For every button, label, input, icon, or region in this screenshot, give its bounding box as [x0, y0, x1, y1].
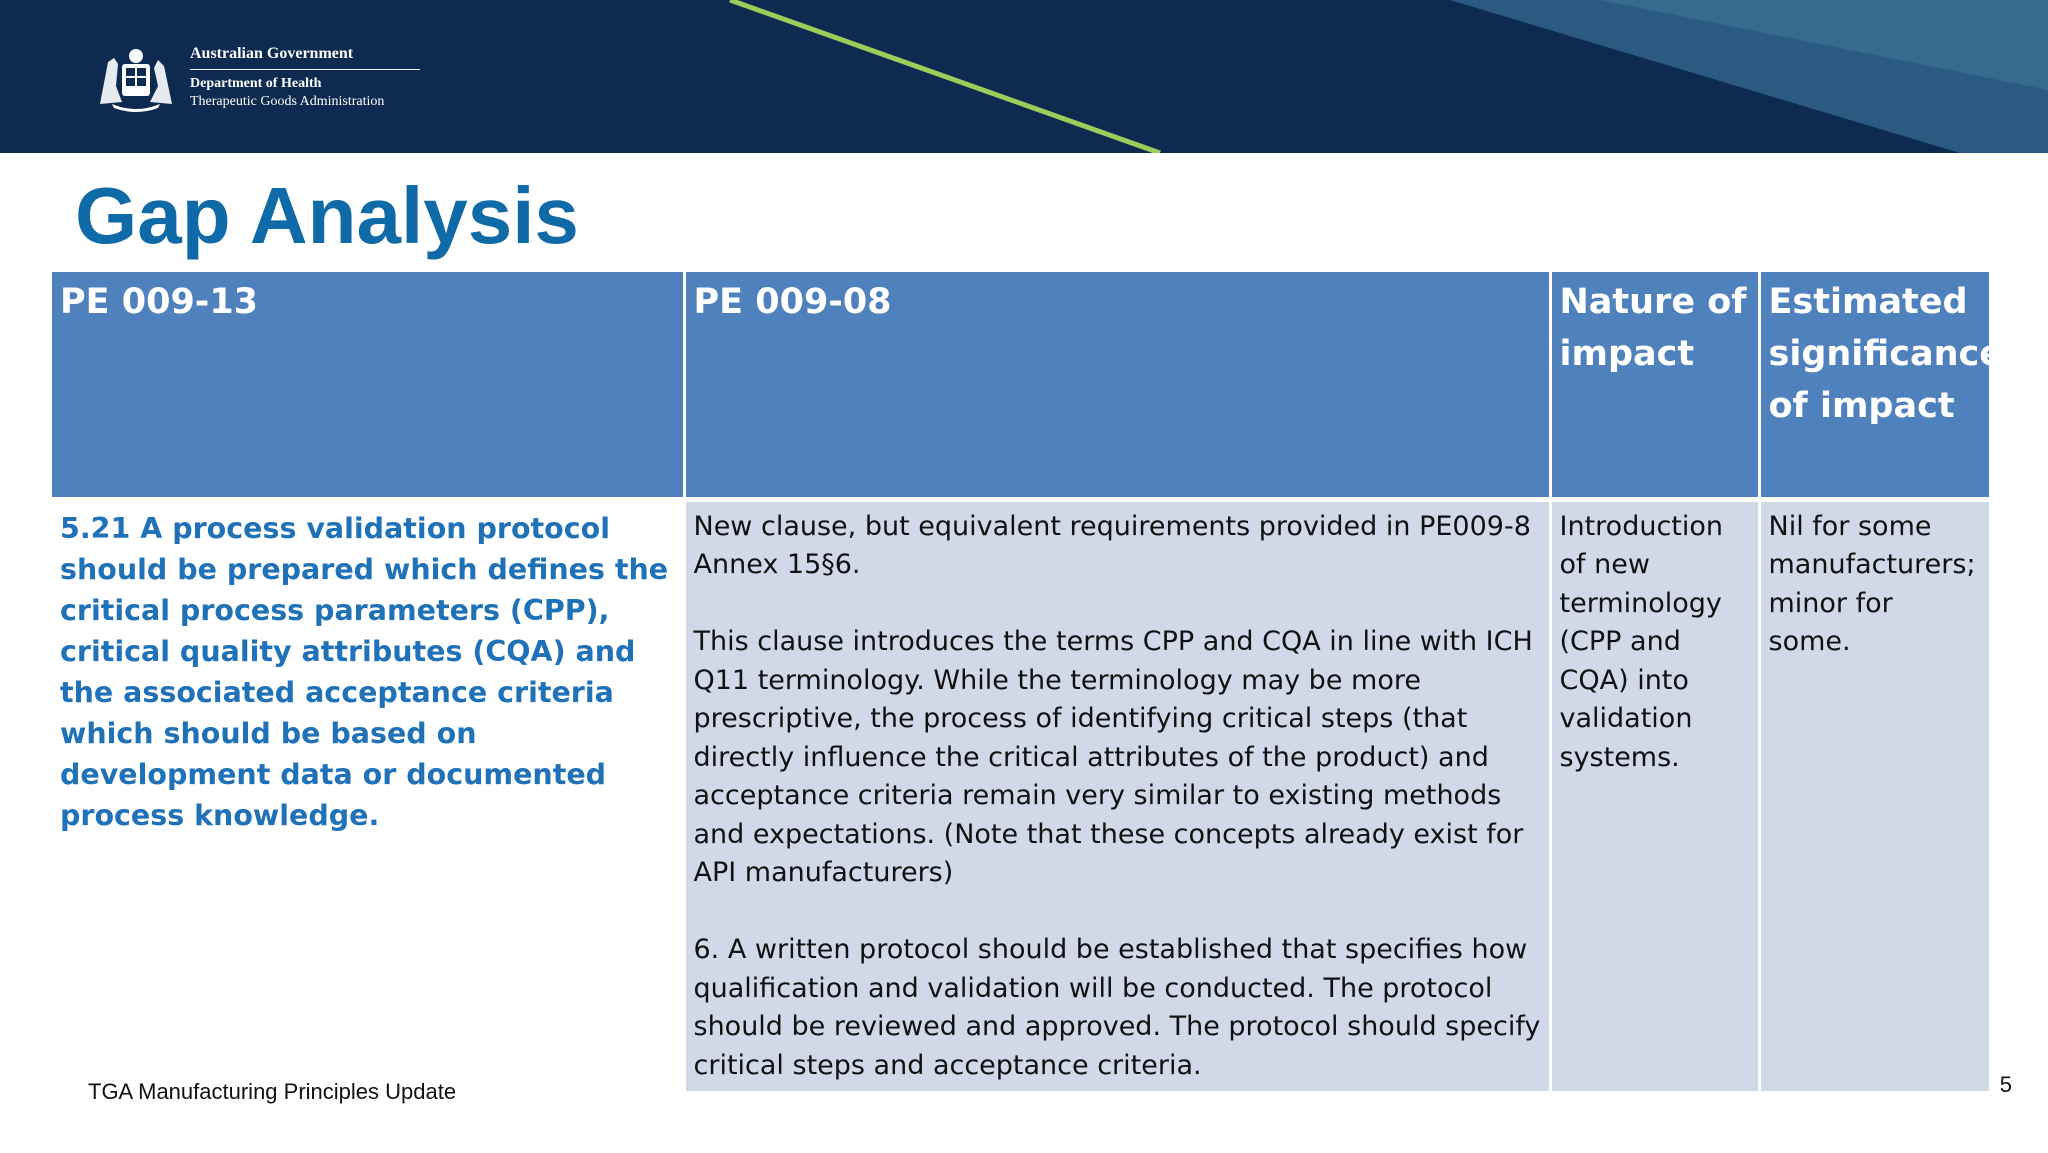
footer-text: TGA Manufacturing Principles Update — [88, 1079, 457, 1104]
header-significance: Estimated significance of impact — [1759, 272, 1989, 499]
pe009-08-paragraph-1: New clause, but equivalent requirements provided in PE009-8 Annex 15§6. — [693, 510, 1531, 580]
page-title: Gap Analysis — [75, 171, 579, 260]
page-number: 5 — [1999, 1072, 2012, 1097]
header-pe009-13: PE 009-13 — [52, 272, 684, 499]
coat-of-arms-icon — [88, 42, 184, 114]
pe009-08-paragraph-2: This clause introduces the terms CPP and CQA in line with ICH Q11 terminology. While the terminology may be more prescriptive, the process of identifying critical steps (that directly influence the critical attributes of the product) and acceptance criteria remain very similar to existing methods and expectations. (Note that these concepts already exist for API manufacturers) — [693, 626, 1533, 888]
header-banner — [0, 0, 2048, 153]
dept-name: Department of Health — [190, 76, 322, 91]
cell-pe009-13: 5.21 A process validation protocol should be prepared which defines the critical process parameters (CPP), critical quality attributes (CQA) and the associated acceptance criteria which should be based on development data or documented process knowledge. — [52, 499, 684, 1091]
header-nature-of-impact: Nature of impact — [1550, 272, 1759, 499]
government-logo — [88, 30, 420, 125]
header-pe009-08: PE 009-08 — [684, 272, 1550, 499]
cell-nature-of-impact: Introduction of new terminology (CPP and CQA) into validation systems. — [1550, 499, 1759, 1091]
gov-name: Australian Government — [190, 45, 420, 70]
logo-text — [190, 45, 420, 110]
cell-pe009-08 — [684, 499, 1550, 1091]
gap-analysis-table — [52, 272, 2004, 1091]
table-row — [52, 499, 1989, 1091]
table-header-row — [52, 272, 1989, 499]
agency-name: Therapeutic Goods Administration — [190, 94, 385, 109]
cell-significance: Nil for some manufacturers; minor for some. — [1759, 499, 1989, 1091]
pe009-08-paragraph-3: 6. A written protocol should be established that specifies how qualification and validation will be conducted. The protocol should be reviewed and approved. The protocol should specify critical steps and acceptance criteria. — [693, 934, 1541, 1081]
